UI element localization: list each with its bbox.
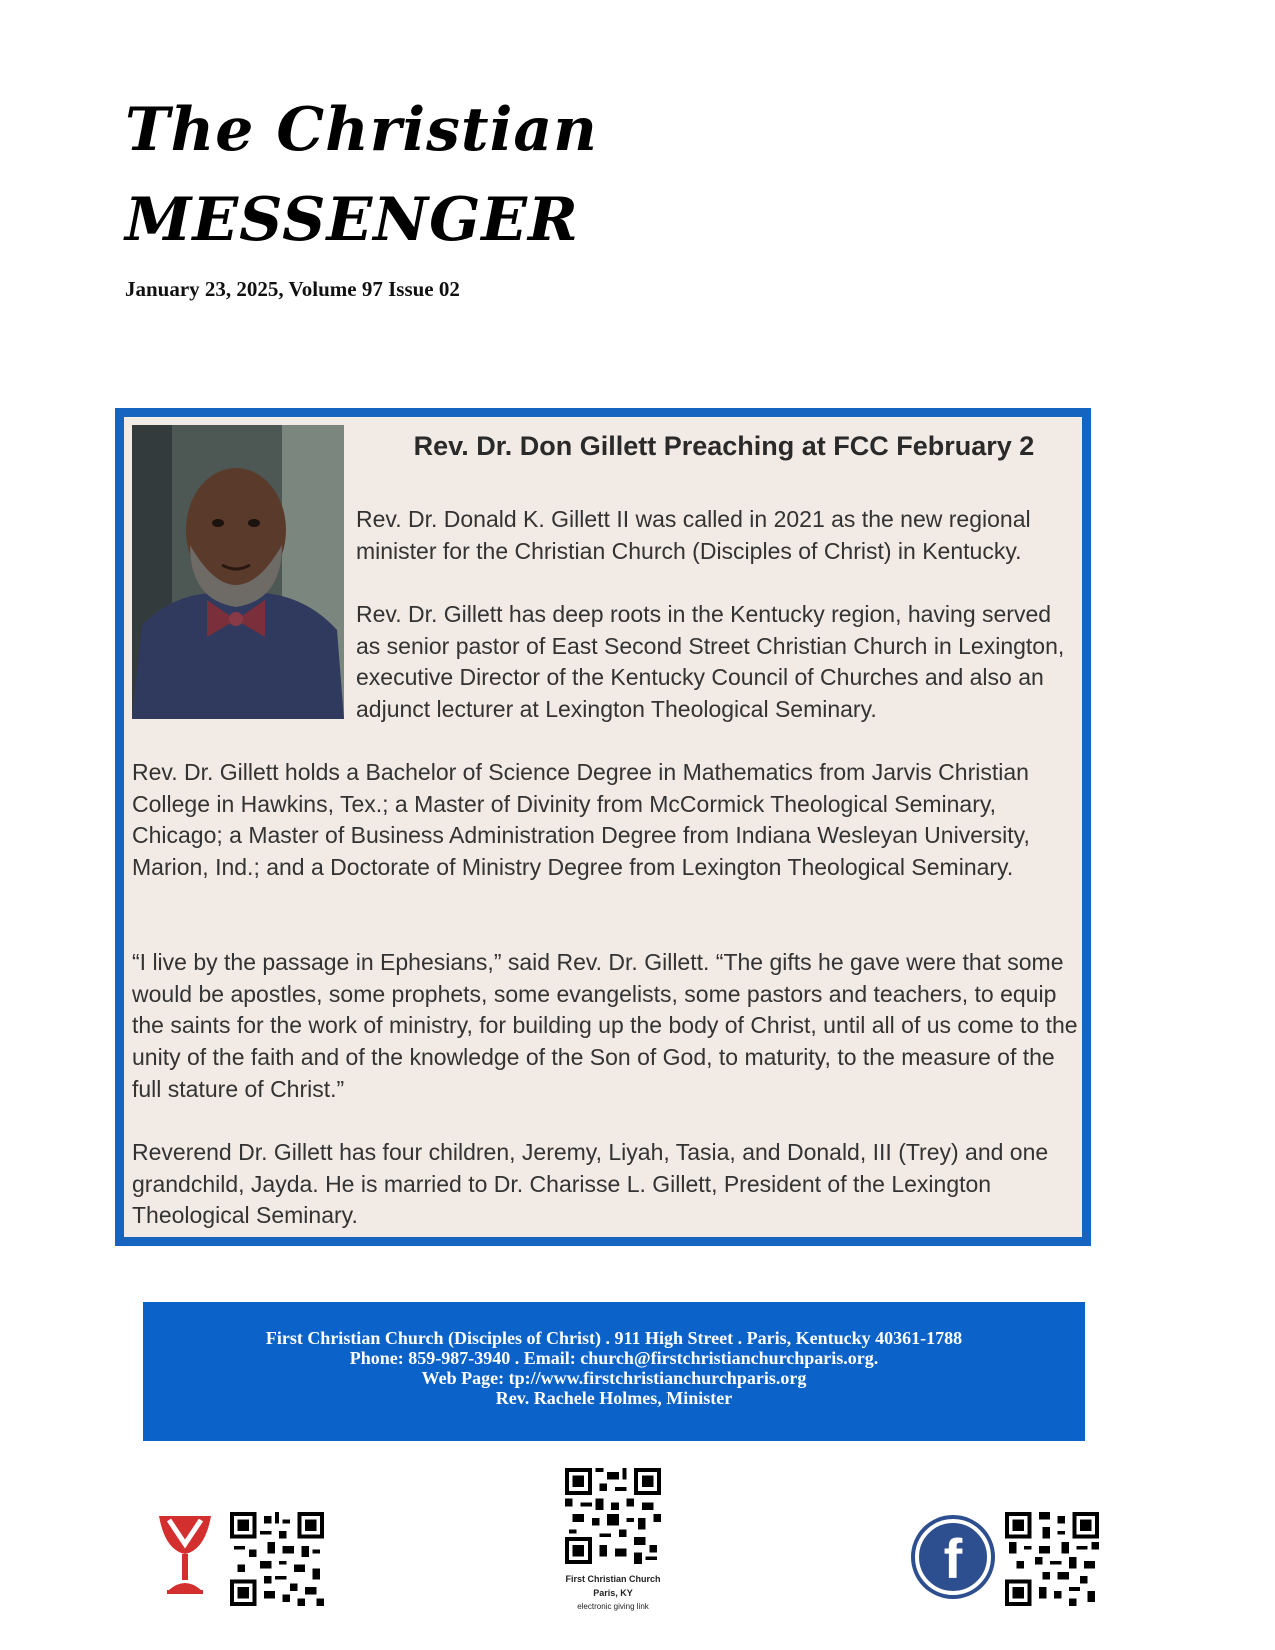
masthead bbox=[125, 95, 598, 255]
article-paragraph-1: Rev. Dr. Donald K. Gillett II was called in 2021 as the new regional minister for the Christian Church (Disciples of Christ) in Kentucky. bbox=[356, 506, 1031, 564]
giving-caption-city: Paris, KY bbox=[593, 1588, 633, 1598]
facebook-icon[interactable] bbox=[908, 1512, 998, 1602]
newsletter-title-line1: The Christian bbox=[125, 95, 598, 165]
portrait-illustration bbox=[132, 425, 344, 719]
article-paragraph-3: Rev. Dr. Gillett holds a Bachelor of Science Degree in Mathematics from Jarvis Christian College in Hawkins, Tex.; a Master of Divinity from McCormick Theological Seminary, Chicago; a Master of Business Administration Degree from Indiana Wesleyan University, Marion, Ind.; and a Doctorate of Ministry Degree from Lexington Theological Seminary. bbox=[132, 759, 1030, 881]
church-phone-email: Phone: 859-987-3940 . Email: church@firstchristianchurchparis.org. bbox=[349, 1348, 879, 1368]
giving-caption-label: electronic giving link bbox=[577, 1602, 649, 1611]
web-page-label: Web Page: bbox=[421, 1368, 509, 1388]
website-link[interactable]: tp://www.firstchristianchurchparis.org bbox=[508, 1368, 807, 1388]
church-web-line bbox=[143, 1368, 1085, 1388]
qr-code-giving[interactable] bbox=[565, 1468, 661, 1564]
giving-qr-caption bbox=[540, 1572, 686, 1614]
minister-name: Rev. Rachele Holmes, Minister bbox=[495, 1388, 733, 1408]
church-contact-bar bbox=[143, 1302, 1085, 1441]
portrait-photo bbox=[132, 425, 344, 719]
newsletter-title-line2: MESSENGER bbox=[125, 185, 579, 255]
facebook-glyph: f bbox=[943, 1527, 963, 1590]
article-paragraph-4: “I live by the passage in Ephesians,” said Rev. Dr. Gillett. “The gifts he gave were that some would be apostles, some prophets, some evangelists, some pastors and teachers, to equip the saints for the work of ministry, for building up the body of Christ, until all of us come to the unity of the faith and of the knowledge of the Son of God, to maturity, to the measure of the full stature of Christ.” bbox=[132, 949, 1078, 1102]
giving-caption-church: First Christian Church bbox=[565, 1574, 661, 1584]
article-paragraph-2: Rev. Dr. Gillett has deep roots in the Kentucky region, having served as senior pastor of East Second Street Christian Church in Lexington, executive Director of the Kentucky Council of Churches and also an adjunct lecturer at Lexington Theological Seminary. bbox=[356, 601, 1065, 723]
church-address: First Christian Church (Disciples of Christ) . 911 High Street . Paris, Kentucky 40361-1788 bbox=[265, 1328, 963, 1348]
article-headline: Rev. Dr. Don Gillett Preaching at FCC February 2 bbox=[413, 431, 1035, 461]
feature-article bbox=[115, 408, 1091, 1246]
disciples-chalice-icon bbox=[155, 1510, 215, 1600]
article-paragraph-5: Reverend Dr. Gillett has four children, Jeremy, Liyah, Tasia, and Donald, III (Trey) and one grandchild, Jayda. He is married to Dr. Charisse L. Gillett, President of the Lexington Theological Seminary. bbox=[132, 1139, 1049, 1229]
qr-code-left[interactable] bbox=[230, 1512, 324, 1606]
qr-code-facebook[interactable] bbox=[1005, 1512, 1099, 1606]
issue-date-line: January 23, 2025, Volume 97 Issue 02 bbox=[125, 277, 460, 301]
